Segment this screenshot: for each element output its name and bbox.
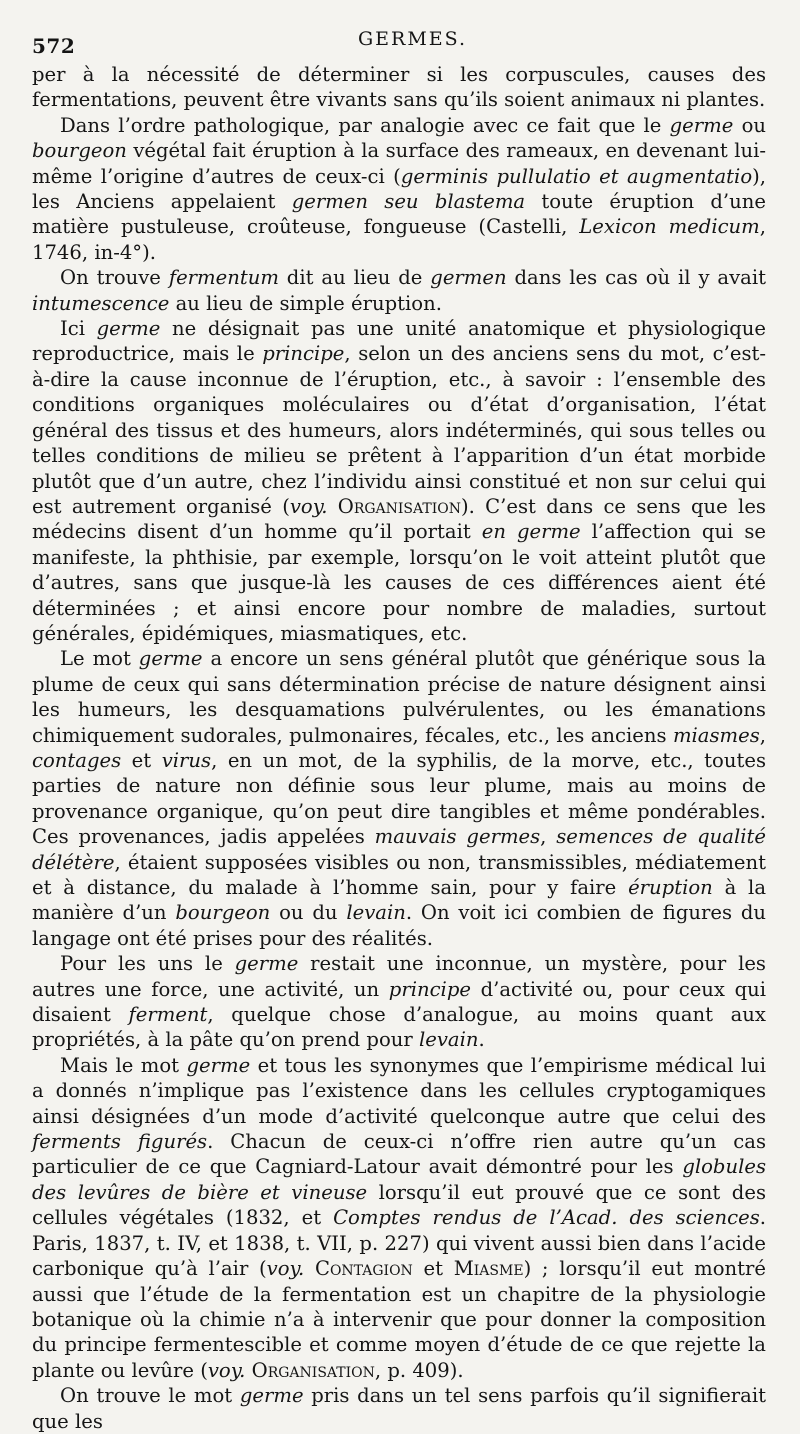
italic-text: voy. (207, 1358, 246, 1382)
text-run: , p. 409). (374, 1358, 464, 1382)
page-header (32, 28, 768, 58)
paragraph (32, 62, 766, 113)
italic-text: Lexicon medicum (579, 215, 760, 239)
body-text (32, 62, 766, 1434)
italic-text: intumescence (32, 291, 170, 315)
paragraph (32, 265, 766, 316)
small-caps-text: Organisation (251, 1358, 375, 1382)
text-run: ne désignait pas une unité anatomique et physiologique reproductrice, mais le (32, 317, 766, 366)
text-run: per à la nécessité de déterminer si les corpuscules, causes des fermentations, peuvent être vivants sans qu’ils soient animaux ni plantes. (32, 63, 766, 112)
text-run: au lieu de simple éruption. (169, 291, 442, 315)
italic-text: voy. (266, 1257, 305, 1281)
italic-text: germinis pullulatio et augmentatio (400, 164, 753, 188)
text-run: Dans l’ordre pathologique, par analogie avec ce fait que le (60, 113, 670, 137)
italic-text: principe (262, 342, 345, 366)
italic-text: germe (96, 317, 161, 341)
text-run: On trouve le mot (60, 1384, 240, 1408)
italic-text: germe (186, 1053, 251, 1077)
italic-text: germen seu blastema (291, 190, 526, 214)
text-run: Mais le mot (60, 1053, 187, 1077)
italic-text: levain (418, 1028, 479, 1052)
italic-text: ferments figurés (32, 1130, 208, 1154)
small-caps-text: Organisation (337, 494, 461, 518)
text-run: On trouve (60, 266, 169, 290)
italic-text: Comptes rendus de l’Acad. des sciences (333, 1206, 760, 1230)
text-run: ) ; lorsqu’il eut montré aussi que l’étude de la fermentation est un chapitre de la physiologie botanique où la chimie n’a à intervenir que pour donner la composition du principe fermentescible et comme moyen d’étude de ce que rejette la plante ou levûre ( (32, 1257, 766, 1382)
italic-text: levain (346, 901, 406, 925)
italic-text: fermentum (168, 266, 279, 290)
text-run: à la manière d’un (32, 876, 766, 925)
italic-text: germe (138, 647, 203, 671)
running-title: GERMES. (358, 28, 468, 50)
paragraph (32, 951, 766, 1053)
italic-text: germe (239, 1384, 304, 1408)
text-run: . Paris, 1837, t. IV, et 1838, t. VII, p. 227) qui vivent aussi bien dans l’acide carbonique qu’à l’air ( (32, 1206, 766, 1281)
italic-text: globules des levûres de bière et vineuse (32, 1155, 766, 1204)
text-run: et tous les synonymes que l’empirisme médical lui a donnés n’implique pas l’existence dans les cellules cryptogamiques ainsi désignées d’un mode d’activité quelconque autre que celui des (32, 1053, 766, 1128)
text-run: végétal fait éruption à la surface des rameaux, en devenant lui-même l’origine d’autres de ceux-ci ( (32, 139, 766, 188)
text-run: restait une inconnue, un mystère, pour les autres une force, une activité, un (32, 952, 766, 1001)
italic-text: ferment (128, 1003, 208, 1027)
text-run: toute éruption d’une matière pustuleuse, croûteuse, fongueuse (Castelli, (32, 190, 766, 239)
italic-text: virus (161, 748, 212, 772)
text-run (327, 495, 337, 518)
text-run: a encore un sens général plutôt que générique sous la plume de ceux qui sans détermination précise de nature désignent ainsi les humeurs, les desquamations pulvérulentes, ou les émanations chimiquement sudorales, pulmonaires, fécales, etc., les anciens (32, 647, 766, 747)
text-run: et (121, 748, 162, 772)
text-run: Pour les uns le (60, 952, 235, 976)
italic-text: bourgeon (175, 901, 271, 925)
small-caps-text: Contagion (314, 1257, 413, 1281)
italic-text: germe (669, 113, 734, 137)
text-run: et (412, 1257, 454, 1281)
paragraph (32, 316, 766, 646)
text-run: ), les Anciens appelaient (32, 164, 766, 214)
text-run: ou (733, 113, 766, 137)
page-number: 572 (32, 34, 76, 58)
text-run: ). C’est dans ce sens que les médecins disent d’un homme qu’il portait (32, 494, 766, 544)
text-run: lorsqu’il eut prouvé que ce sont des cellules végétales (1832, et (32, 1180, 766, 1230)
text-run: , (759, 723, 766, 747)
paragraph (32, 1383, 766, 1434)
text-run: . (478, 1028, 485, 1052)
text-run: l’affection qui se manifeste, la phthisie, par exemple, lorsqu’on le voit atteint plutôt que d’autres, sans que jusque-là les causes de ces différences aient été déterminées ; et ainsi encore pour nombre de maladies, surtout générales, épidémiques, miasmatiques, etc. (32, 520, 766, 645)
text-run: dans les cas où il y avait (506, 266, 767, 290)
italic-text: éruption (628, 876, 713, 899)
text-run: Le mot (60, 647, 139, 671)
italic-text: principe (388, 977, 471, 1001)
text-run: , selon un des anciens sens du mot, c’est-à-dire la cause inconnue de l’éruption, etc., à savoir : l’ensemble des conditions organiques moléculaires ou d’état d’organisation, l’état général des tissus et des humeurs, alors indéterminés, qui sous telles ou telles conditions de milieu se prêtent à l’apparition d’un état morbide plutôt que d’un autre, chez l’individu ainsi constitué et non sur celui qui est autrement organisé ( (32, 342, 766, 518)
small-caps-text: Miasme (453, 1257, 524, 1281)
text-run: ou du (270, 901, 347, 925)
italic-text: miasmes (672, 723, 760, 747)
text-run: , étaient supposées visibles ou non, transmissibles, médiatement et à distance, du malade à l’homme sain, pour y faire (32, 850, 766, 899)
text-run: , 1746, in-4°). (32, 215, 766, 264)
paragraph (32, 1053, 766, 1383)
text-run: dit au lieu de (278, 266, 431, 290)
text-run: pris dans un tel sens parfois qu’il signifierait que les (32, 1384, 766, 1433)
italic-text: voy. (289, 494, 328, 518)
italic-text: contages (32, 748, 122, 772)
italic-text: germen (430, 266, 507, 290)
paragraph (32, 113, 766, 265)
italic-text: semences de qualité délétère (32, 825, 766, 874)
text-run: . Chacun de ceux-ci n’offre rien autre qu’un cas particulier de ce que Cagniard-Latour avait démontré pour les (32, 1130, 766, 1179)
paragraph (32, 646, 766, 951)
italic-text: germe (234, 952, 299, 976)
text-run: . On voit ici combien de figures du langage ont été prises pour des réalités. (32, 901, 766, 950)
text-run: , en un mot, de la syphilis, de la morve, etc., toutes parties de nature non définie sous leur plume, mais au moins de provenance organique, qu’on peut dire tangibles et même pondérables. Ces provenances, jadis appelées (32, 748, 766, 849)
text-run (304, 1257, 315, 1280)
text-run: , (540, 825, 557, 849)
italic-text: bourgeon (32, 139, 127, 163)
text-run: Ici (60, 317, 97, 341)
italic-text: mauvais germes (374, 825, 541, 849)
italic-text: en germe (481, 520, 581, 544)
text-run: d’activité ou, pour ceux qui disaient (32, 977, 766, 1027)
text-run: , quelque chose d’analogue, au moins quant aux propriétés, à la pâte qu’on prend pour (32, 1003, 766, 1052)
